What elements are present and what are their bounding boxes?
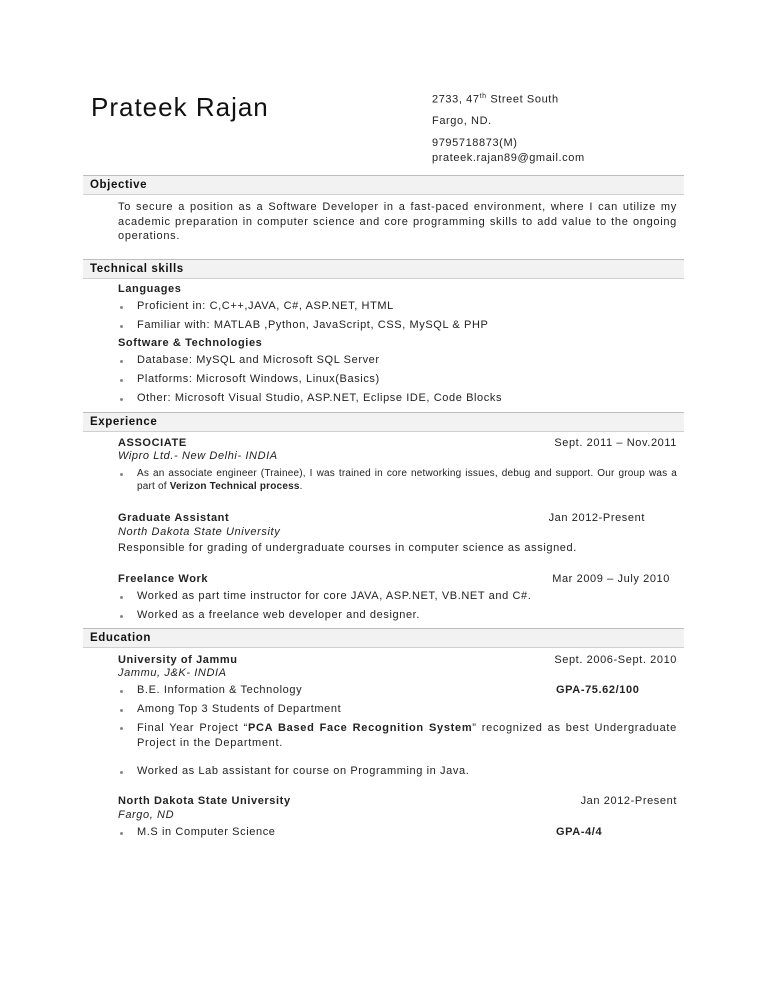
list-item: Proficient in: C,C++,JAVA, C#, ASP.NET, HTML [137,300,394,312]
list-item: Worked as Lab assistant for course on Programming in Java. [137,765,470,777]
phone-number: 9795718873(M) [432,137,518,149]
section-header-experience [83,412,684,432]
candidate-name: Prateek Rajan [91,92,269,122]
gpa: GPA-75.62/100 [556,684,640,696]
school-dates: Sept. 2006-Sept. 2010 [554,654,677,666]
job-description-text: As an associate engineer (Trainee), I was trained in core networking issues, debug and support. Our group was a part of [137,468,677,492]
list-item: Platforms: Microsoft Windows, Linux(Basics) [137,373,380,385]
section-title: Objective [90,179,148,191]
school-location: Fargo, ND [118,809,175,821]
job-organization: Wipro Ltd.- New Delhi- INDIA [118,450,278,462]
section-title: Education [90,632,151,644]
list-item: Worked as part time instructor for core JAVA, ASP.NET, VB.NET and C#. [137,590,532,602]
list-item: Database: MySQL and Microsoft SQL Server [137,354,380,366]
school-name: University of Jammu [118,654,238,666]
degree: M.S in Computer Science [137,826,276,838]
job-dates: Sept. 2011 – Nov.2011 [554,437,677,449]
list-item: Among Top 3 Students of Department [137,703,342,715]
gpa: GPA-4/4 [556,826,603,838]
bullet-icon [120,325,124,329]
project-text: Final Year Project “ [137,722,248,734]
bullet-icon [120,596,124,600]
ordinal-suffix: th [479,93,487,100]
skills-group-heading: Software & Technologies [118,337,263,349]
bullet-icon [120,727,124,731]
bullet-icon [120,615,124,619]
project-title: PCA Based Face Recognition System [247,722,473,734]
address-street-number: 2733, 47 [432,93,480,106]
bullet-icon [120,306,124,310]
project-description [137,721,677,750]
job-description [137,467,677,493]
list-item: Worked as a freelance web developer and designer. [137,609,420,621]
job-role: Graduate Assistant [118,512,230,524]
job-description-highlight: Verizon Technical process [169,481,300,492]
job-description: Responsible for grading of undergraduate courses in computer science as assigned. [118,542,577,554]
address-line-1 [432,90,559,107]
job-role: ASSOCIATE [118,437,187,449]
address-street-name: Street South [486,93,559,106]
section-header-technical-skills [83,259,684,279]
bullet-icon [120,771,124,775]
skills-group-heading: Languages [118,283,182,295]
section-title: Technical skills [90,263,184,275]
list-item: Other: Microsoft Visual Studio, ASP.NET, Eclipse IDE, Code Blocks [137,392,503,404]
bullet-icon [120,690,124,694]
bullet-icon [120,398,124,402]
address-line-2: Fargo, ND. [432,115,492,127]
degree: B.E. Information & Technology [137,684,303,696]
bullet-icon [120,360,124,364]
bullet-icon [120,473,124,477]
project-text-end: ” recognized as best Undergraduate Project in the Department. [137,722,677,749]
email-address: prateek.rajan89@gmail.com [432,152,585,164]
job-organization: North Dakota State University [118,526,281,538]
objective-text: To secure a position as a Software Developer in a fast-paced environment, where I can utilize my academic preparation in computer science and core programming skills to add value to the ongoing operations. [118,201,677,242]
job-dates: Jan 2012-Present [548,512,645,524]
bullet-icon [120,832,124,836]
job-description-end: . [299,481,303,492]
section-title: Experience [90,416,158,428]
school-dates: Jan 2012-Present [580,795,677,807]
bullet-icon [120,379,124,383]
job-dates: Mar 2009 – July 2010 [552,573,670,585]
job-role: Freelance Work [118,573,209,585]
section-header-objective [83,175,684,195]
list-item: Familiar with: MATLAB ,Python, JavaScript, CSS, MySQL & PHP [137,319,489,331]
bullet-icon [120,709,124,713]
section-header-education [83,628,684,648]
school-location: Jammu, J&K- INDIA [118,667,227,679]
school-name: North Dakota State University [118,795,291,807]
